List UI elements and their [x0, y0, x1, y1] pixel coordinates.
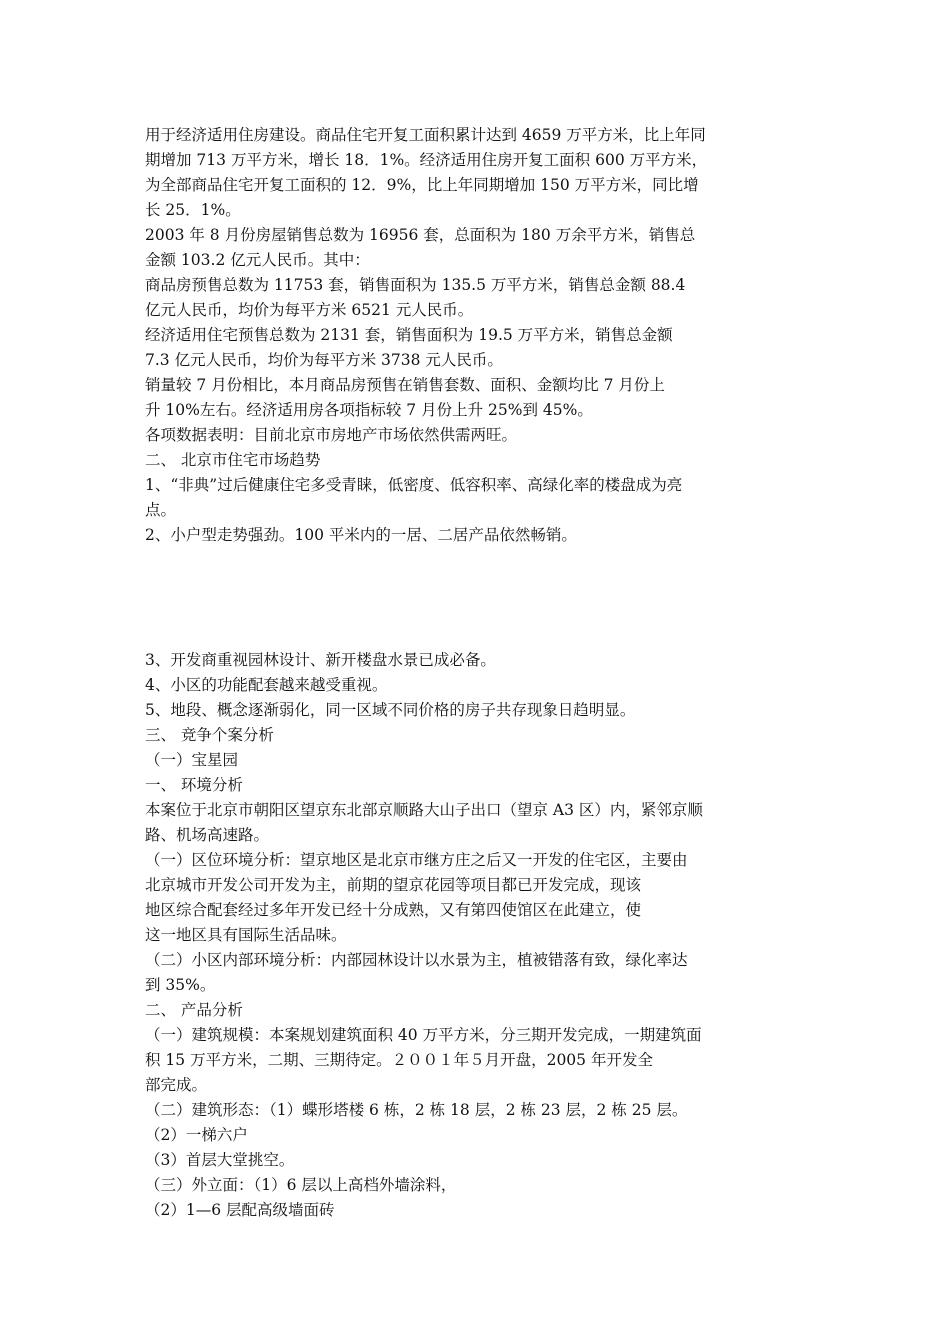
text-line: 5、地段、概念逐渐弱化，同一区域不同价格的房子共存现象日趋明显。: [145, 701, 636, 719]
text-line: （一）建筑规模：本案规划建筑面积 40 万平方米，分三期开发完成，一期建筑面: [145, 1026, 702, 1044]
text-line: 7.3 亿元人民币，均价为每平方米 3738 元人民币。: [145, 351, 503, 369]
text-line: 积 15 万平方米，二期、三期待定。２００１年５月开盘，2005 年开发全: [145, 1051, 653, 1069]
text-line: 各项数据表明：目前北京市房地产市场依然供需两旺。: [145, 426, 518, 444]
text-line: （三）外立面：（1）6 层以上高档外墙涂料，: [145, 1176, 457, 1194]
text-line: 本案位于北京市朝阳区望京东北部京顺路大山子出口（望京 A3 区）内，紧邻京顺: [145, 801, 703, 819]
text-line: 期增加 713 万平方米，增长 18．1%。经济适用住房开复工面积 600 万平方米，: [145, 151, 708, 169]
text-line: 到 35%。: [145, 976, 216, 994]
section-heading: 二、 北京市住宅市场趋势: [145, 451, 321, 469]
text-line: 升 10%左右。经济适用房各项指标较 7 月份上升 25%到 45%。: [145, 401, 593, 419]
text-line: 北京城市开发公司开发为主，前期的望京花园等项目都已开发完成，现该: [145, 876, 642, 894]
text-line: 销量较 7 月份相比，本月商品房预售在销售套数、面积、金额均比 7 月份上: [145, 376, 665, 394]
text-line: 为全部商品住宅开复工面积的 12．9%，比上年同期增加 150 万平方米，同比增: [145, 176, 699, 194]
text-line: 商品房预售总数为 11753 套，销售面积为 135.5 万平方米，销售总金额 88.4: [145, 276, 686, 294]
text-line: 2003 年 8 月份房屋销售总数为 16956 套，总面积为 180 万余平方米，销售总: [145, 226, 696, 244]
text-line: 1、“非典”过后健康住宅多受青睐，低密度、低容积率、高绿化率的楼盘成为亮: [145, 476, 683, 494]
section-heading: 三、 竞争个案分析: [145, 726, 274, 744]
text-line: （2）1—6 层配高级墙面砖: [145, 1201, 335, 1219]
text-line: 部完成。: [145, 1076, 208, 1094]
text-line: 用于经济适用住房建设。商品住宅开复工面积累计达到 4659 万平方米，比上年同: [145, 126, 706, 144]
text-line: 4、小区的功能配套越来越受重视。: [145, 676, 388, 694]
text-line: 3、开发商重视园林设计、新开楼盘水景已成必备。: [145, 651, 496, 669]
text-line: （二）小区内部环境分析：内部园林设计以水景为主，植被错落有致，绿化率达: [145, 951, 688, 969]
text-line: 点。: [145, 501, 177, 519]
text-line: （2）一梯六户: [145, 1126, 248, 1144]
text-line: （3）首层大堂挑空。: [145, 1151, 295, 1169]
subsection-heading: （一）宝星园: [145, 751, 239, 769]
text-line: （二）建筑形态：（1）蝶形塔楼 6 栋，2 栋 18 层，2 栋 23 层，2 栋 25 层。: [145, 1101, 688, 1119]
text-line: 路、机场高速路。: [145, 826, 270, 844]
text-line: 长 25．1%。: [145, 201, 241, 219]
text-line: 经济适用住宅预售总数为 2131 套，销售面积为 19.5 万平方米，销售总金额: [145, 326, 673, 344]
text-line: 这一地区具有国际生活品味。: [145, 926, 347, 944]
text-line: 金额 103.2 亿元人民币。其中：: [145, 251, 370, 269]
subsection-heading: 一、 环境分析: [145, 776, 243, 794]
text-line: 亿元人民币，均价为每平方米 6521 元人民币。: [145, 301, 474, 319]
text-line: 地区综合配套经过多年开发已经十分成熟，又有第四使馆区在此建立，使: [145, 901, 642, 919]
text-line: （一）区位环境分析：望京地区是北京市继方庄之后又一开发的住宅区，主要由: [145, 851, 688, 869]
text-line: 2、小户型走势强劲。100 平米内的一居、二居产品依然畅销。: [145, 526, 577, 544]
subsection-heading: 二、 产品分析: [145, 1001, 243, 1019]
